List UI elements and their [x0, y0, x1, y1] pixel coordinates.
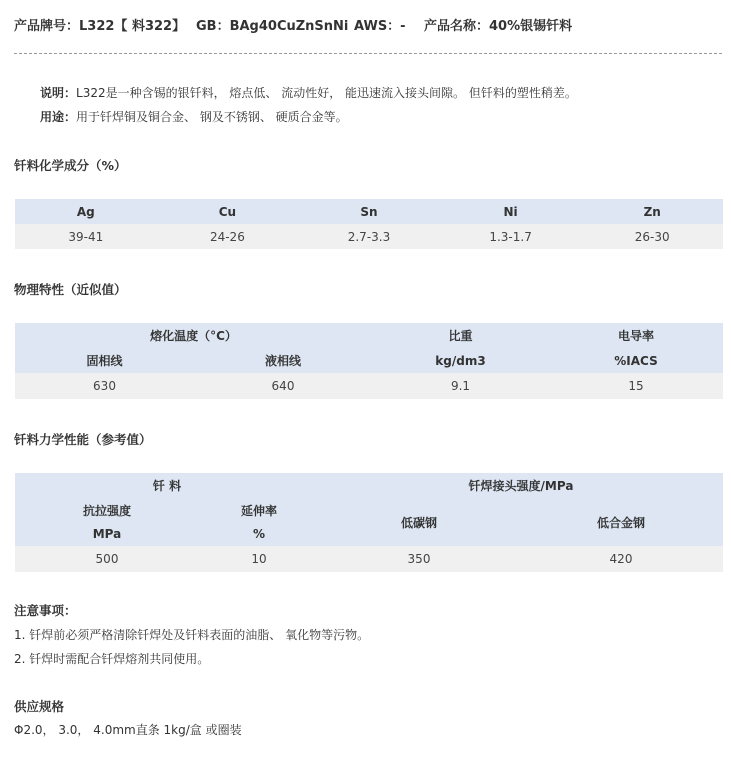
notes-title: 注意事项：	[14, 603, 77, 618]
tensile-header: 抗拉强度	[15, 498, 199, 522]
product-name: 产品名称：40%银锡钎料	[424, 19, 573, 34]
supply-spec: Φ2.0， 3.0， 4.0mm直条 1kg/盒 或圈装	[14, 723, 242, 737]
elongation-value: 10	[199, 546, 319, 572]
usage-line	[40, 108, 348, 125]
product-code: 产品牌号：L322【 料322】	[14, 19, 186, 34]
gb-standard: GB：BAg40CuZnSnNi	[196, 19, 349, 34]
supply-title: 供应规格	[14, 699, 65, 714]
explain-text: L322是一种含锡的银钎料， 熔点低、 流动性好， 能迅速流入接头间隙。 但钎料的塑性稍差。	[76, 86, 577, 100]
description-line	[40, 84, 577, 101]
low-alloy-value: 420	[519, 546, 723, 572]
low-alloy-header: 低合金钢	[519, 498, 723, 546]
col-ni: Ni	[440, 199, 582, 224]
note-item: 1. 钎焊前必须严格清除钎焊处及钎料表面的油脂、 氧化物等污物。	[14, 628, 370, 642]
tensile-value: 500	[15, 546, 199, 572]
value-sn: 2.7-3.3	[298, 224, 440, 249]
product-header	[14, 12, 722, 36]
filler-header: 钎 料	[15, 473, 319, 498]
value-ni: 1.3-1.7	[440, 224, 582, 249]
low-carbon-value: 350	[319, 546, 519, 572]
col-cu: Cu	[157, 199, 299, 224]
density-value: 9.1	[372, 373, 549, 399]
solidus-header: 固相线	[15, 348, 194, 373]
col-ag: Ag	[15, 199, 157, 224]
usage-label: 用途：	[40, 110, 77, 124]
composition-title: 钎料化学成分（%）	[14, 158, 127, 173]
conductivity-header: 电导率	[549, 323, 723, 348]
liquidus-header: 液相线	[194, 348, 372, 373]
explain-label: 说明：	[40, 86, 77, 100]
header-divider	[14, 53, 722, 54]
liquidus-value: 640	[194, 373, 372, 399]
usage-text: 用于钎焊铜及铜合金、 钢及不锈钢、 硬质合金等。	[76, 110, 348, 124]
density-header: 比重	[372, 323, 549, 348]
value-ag: 39-41	[15, 224, 157, 249]
physical-table	[15, 323, 723, 399]
value-cu: 24-26	[157, 224, 299, 249]
conductivity-unit: %IACS	[549, 348, 723, 373]
low-carbon-header: 低碳钢	[319, 498, 519, 546]
elongation-unit: %	[199, 522, 319, 546]
tensile-unit: MPa	[15, 522, 199, 546]
joint-strength-header: 钎焊接头强度/MPa	[319, 473, 723, 498]
col-zn: Zn	[581, 199, 723, 224]
conductivity-value: 15	[549, 373, 723, 399]
melting-temp-header: 熔化温度（°C）	[15, 323, 372, 348]
physical-title: 物理特性（近似值）	[14, 282, 127, 297]
aws-standard: AWS：-	[354, 19, 406, 34]
value-zn: 26-30	[581, 224, 723, 249]
mechanical-table	[15, 473, 723, 572]
mechanical-title: 钎料力学性能（参考值）	[14, 432, 152, 447]
density-unit: kg/dm3	[372, 348, 549, 373]
solidus-value: 630	[15, 373, 194, 399]
elongation-header: 延伸率	[199, 498, 319, 522]
col-sn: Sn	[298, 199, 440, 224]
composition-table	[15, 199, 723, 249]
note-item: 2. 钎焊时需配合钎焊熔剂共同使用。	[14, 652, 210, 666]
